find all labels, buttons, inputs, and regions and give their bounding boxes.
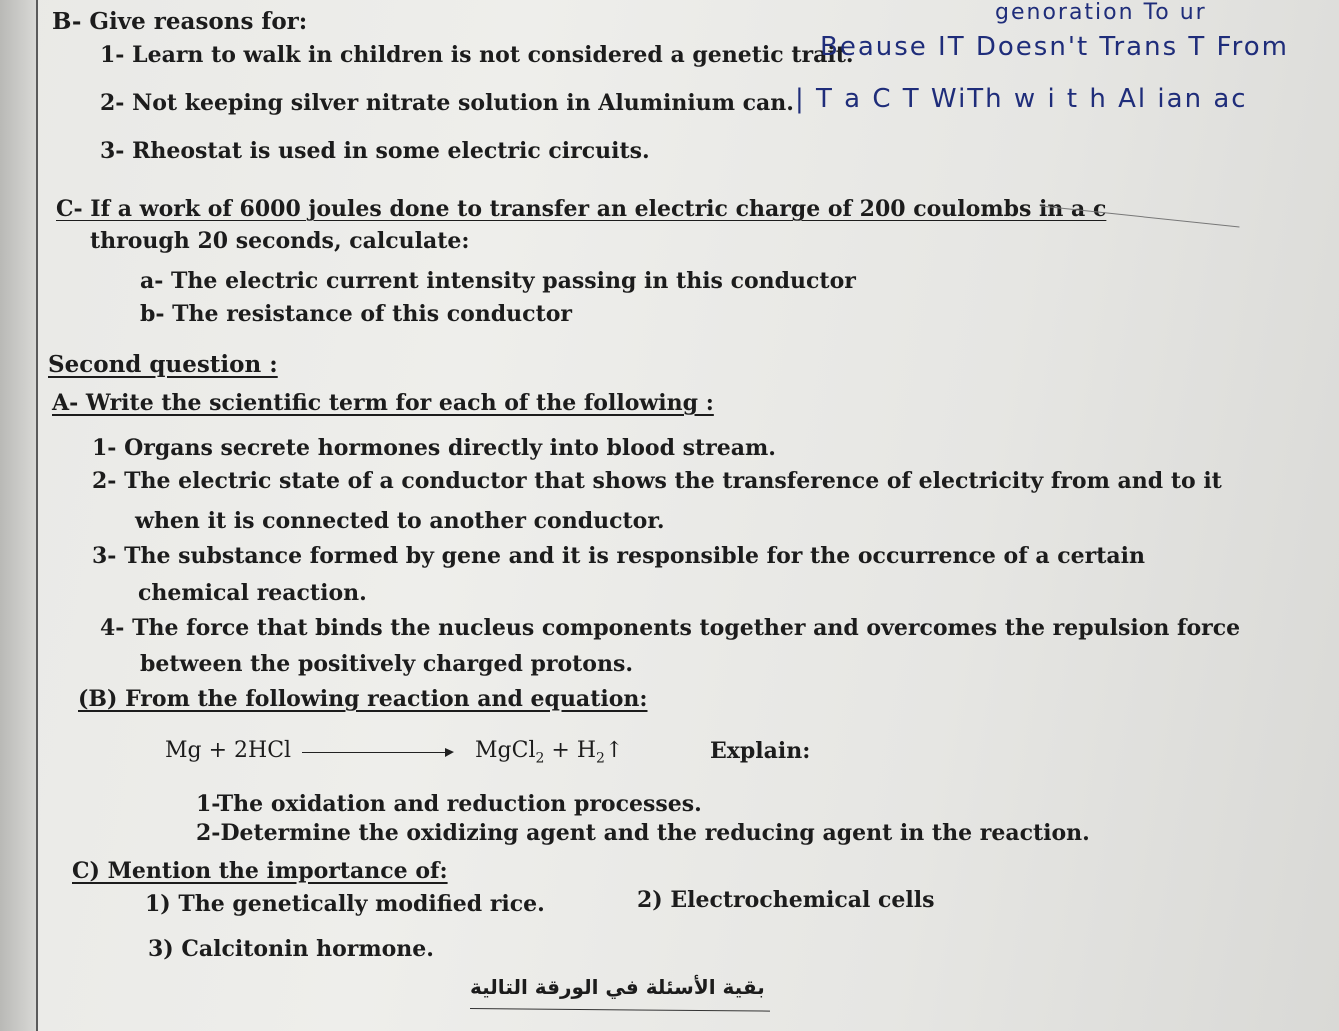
equation-reactants: Mg + 2HCl [165, 738, 292, 763]
problem-item-b: b- The resistance of this conductor [140, 301, 572, 327]
page-edge-line [36, 0, 38, 1031]
importance-item-2: 2) Electrochemical cells [637, 887, 935, 913]
term-item-3-line-1: 3- The substance formed by gene and it is responsible for the occurrence of a certain [92, 543, 1146, 569]
term-item-4-line-1: 4- The force that binds the nucleus components together and overcomes the repulsion force [100, 615, 1241, 641]
handwritten-answer-2: | T a C T WiTh w i t h Al ian ac [795, 84, 1248, 114]
term-item-3-line-2: chemical reaction. [138, 580, 367, 606]
reason-item-3: 3- Rheostat is used in some electric circuits. [100, 138, 650, 164]
problem-line-1 [56, 198, 1106, 220]
explain-label: Explain: [710, 738, 811, 764]
term-item-2-line-2: when it is connected to another conductor. [135, 508, 665, 534]
term-item-2-line-1: 2- The electric state of a conductor that shows the transference of electricity from and to it [92, 468, 1222, 494]
importance-item-1: 1) The genetically modified rice. [145, 891, 545, 917]
term-item-4-line-2: between the positively charged protons. [140, 651, 634, 677]
problem-line-2: through 20 seconds, calculate: [90, 228, 470, 254]
explain-item-1: 1-The oxidation and reduction processes. [196, 791, 702, 817]
reason-item-2: 2- Not keeping silver nitrate solution in Aluminium can. [100, 90, 794, 116]
product-sub-1: 2 [535, 750, 545, 767]
second-question-heading: Second question : [48, 351, 278, 378]
term-item-1: 1- Organs secrete hormones directly into blood stream. [92, 435, 776, 461]
problem-text-1: C- If a work of 6000 joules done to transfer an electric charge of 200 coulombs in a c [56, 196, 1107, 222]
part-b-heading: (B) From the following reaction and equation: [78, 686, 648, 712]
part-a-heading: A- Write the scientific term for each of the following : [52, 390, 714, 416]
page-edge-shadow [0, 0, 38, 1031]
footer-arabic-note: بقية الأسئلة في الورقة التالية [470, 975, 765, 999]
handwritten-note-top: genoration To ur [995, 0, 1207, 25]
importance-item-3: 3) Calcitonin hormone. [148, 936, 434, 962]
handwritten-answer-1: Beause IT Doesn't Trans T From [820, 32, 1289, 62]
product-h: + H [544, 738, 597, 763]
product-mgcl: MgCl [475, 738, 536, 763]
gas-arrow: ↑ [604, 738, 624, 763]
reason-item-1: 1- Learn to walk in children is not considered a genetic trait. [100, 42, 854, 68]
equation-products [475, 738, 623, 766]
footer-underline [470, 1008, 770, 1012]
problem-item-a: a- The electric current intensity passing in this conductor [140, 268, 856, 294]
reaction-arrow [302, 752, 452, 753]
product-sub-2: 2 [596, 750, 605, 767]
section-b-heading: B- Give reasons for: [52, 8, 308, 35]
part-c-heading: C) Mention the importance of: [72, 858, 448, 884]
explain-item-2: 2-Determine the oxidizing agent and the reducing agent in the reaction. [196, 820, 1090, 846]
